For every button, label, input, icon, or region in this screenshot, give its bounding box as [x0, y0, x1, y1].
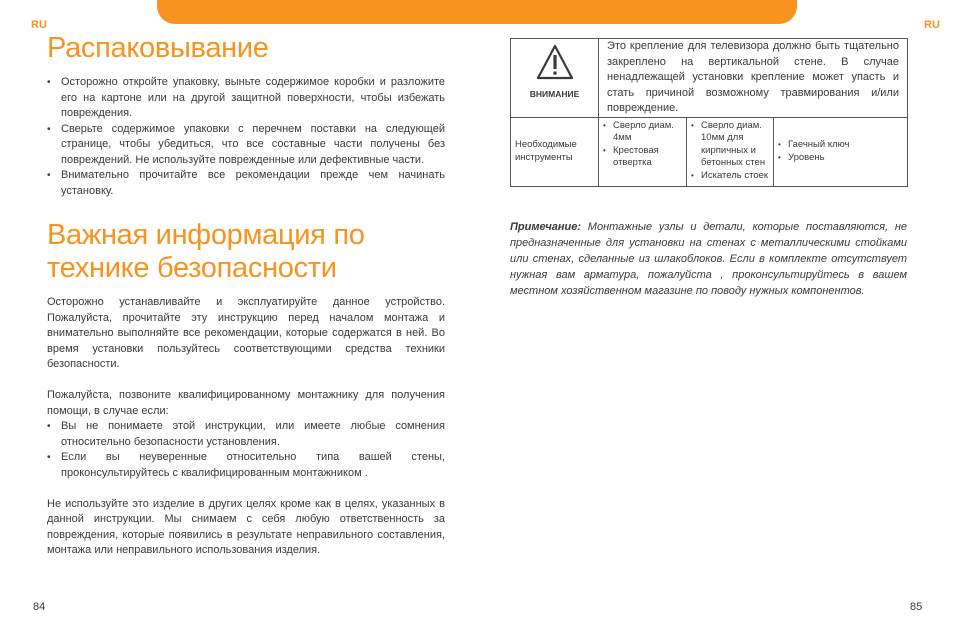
safety-title-line2: технике безопасности: [47, 252, 337, 284]
tool-item: • Сверло диам. 4мм: [603, 120, 682, 145]
page-number-right: 85: [910, 601, 923, 613]
language-label-left: RU: [31, 19, 47, 31]
safety-text: [47, 295, 445, 559]
warning-table: [510, 38, 908, 187]
language-label-right: RU: [924, 19, 940, 31]
safety-paragraph: Осторожно устанавливайте и эксплуатируйте данное устройство. Пожалуйста, прочитайте эту инструкцию перед началом монтажа и внимательно выполняйте все рекомендации, которые содержатся в ней. Во время установки пользуйтесь соответствующими средства техники безопасности.: [47, 296, 445, 370]
safety-title: [47, 219, 445, 285]
list-item: • Внимательно прочитайте все рекомендации прежде чем начинать установку.: [47, 168, 445, 199]
warning-triangle-icon: [535, 43, 575, 81]
safety-paragraph: Пожалуйста, позвоните квалифицированному монтажнику для получения помощи, в случае если:: [47, 389, 445, 417]
note-label: Примечание:: [510, 221, 582, 233]
unpacking-list: [47, 75, 445, 199]
tool-item: • Искатель стоек: [691, 170, 769, 183]
list-item: • Осторожно откройте упаковку, выньте содержимое коробки и разложите его на картоне или на другой защитной поверхности, чтобы избежать повреждения.: [47, 75, 445, 122]
tools-column: [599, 117, 687, 187]
warning-text: Это крепление для телевизора должно быть тщательно закреплено на вертикальной стене. В случае ненадлежащей установки крепление может упасть и стать причиной возможному травмирования и/или повреждение.: [599, 39, 908, 118]
tool-item: • Крестовая отвертка: [603, 145, 682, 170]
warning-label: ВНИМАНИЕ: [529, 88, 580, 99]
note-paragraph: [510, 219, 907, 299]
note-text: Монтажные узлы и детали, которые поставляются, не предназначенные для установки на стенах с металлическими стойками или стенах, сделанные из шлакоблоков. Если в комплекте отсутствует нужная вам арматура, пожалуйста , проконсультируйтесь в вашем местном хозяйственном магазине по поводу нужных компонентов.: [510, 221, 907, 297]
header-tab: [157, 0, 797, 24]
tools-label: Необходимые инструменты: [511, 117, 599, 187]
right-page-content: [510, 38, 907, 299]
list-item: • Если вы неуверенные относительно типа вашей стены, проконсультируйтесь с квалифицированным монтажником .: [47, 450, 445, 481]
list-item: • Сверьте содержимое упаковки с перечнем поставки на следующей странице, чтобы убедиться, что все составные части получены без повреждений. Не используйте поврежденные или дефективные части.: [47, 122, 445, 169]
warning-icon-cell: [511, 39, 599, 118]
tool-item: • Гаечный ключ: [778, 139, 903, 152]
left-page-content: [47, 32, 445, 559]
tools-column: [774, 117, 908, 187]
unpacking-title: Распаковывание: [47, 32, 269, 64]
tool-item: • Уровень: [778, 152, 903, 165]
page-number-left: 84: [33, 601, 46, 613]
list-item: • Вы не понимаете этой инструкции, или имеете любые сомнения относительно безопасности установления.: [47, 419, 445, 450]
safety-paragraph: Не используйте это изделие в других целях кроме как в целях, указанных в данной инструкции. Мы снимаем с себя любую ответственность за повреждения, которые появились в результате неправильного составления, монтажа или неправильного использования изделия.: [47, 497, 445, 556]
tools-column: [687, 117, 774, 187]
safety-title-line1: Важная информация по: [47, 219, 365, 251]
safety-list: [47, 419, 445, 481]
tool-item: • Сверло диам. 10мм для кирпичных и бетонных стен: [691, 120, 769, 170]
